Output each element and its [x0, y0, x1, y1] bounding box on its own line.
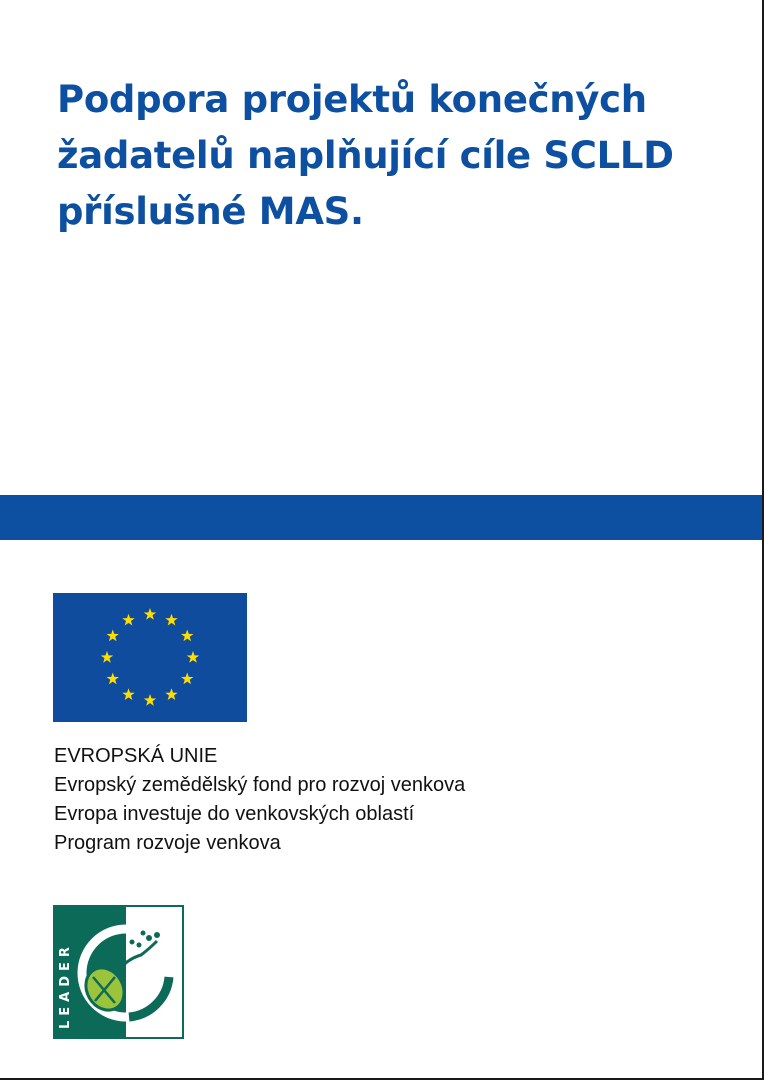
title-line-1: Podpora projektů konečných: [57, 78, 647, 121]
eu-slogan-label: Evropa investuje do venkovských oblastí: [54, 803, 415, 825]
title-line-3: příslušné MAS.: [57, 190, 364, 233]
svg-text:LEADER: LEADER: [58, 942, 73, 1029]
eu-flag-icon: [53, 593, 247, 722]
leader-logo-icon: [53, 905, 184, 1039]
eu-union-label: EVROPSKÁ UNIE: [54, 745, 218, 767]
title-line-2: žadatelů naplňující cíle SCLLD: [57, 134, 674, 177]
eu-funding-text: [54, 742, 674, 858]
page-title: [57, 72, 737, 240]
eu-programme-label: Program rozvoje venkova: [54, 832, 281, 854]
blue-band: [0, 495, 762, 540]
eu-fund-label: Evropský zemědělský fond pro rozvoj venkova: [54, 774, 466, 796]
